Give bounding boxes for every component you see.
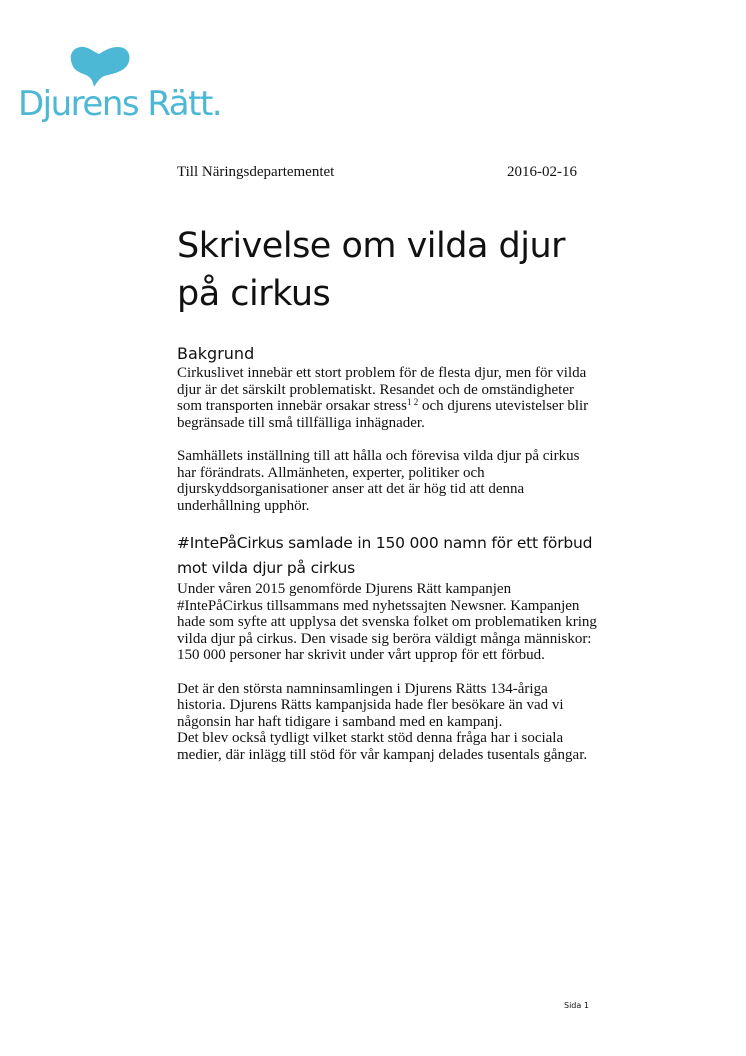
djurens-ratt-logo	[18, 44, 222, 128]
page-number: Sida 1	[564, 1001, 589, 1010]
section-heading-background: Bakgrund	[177, 344, 255, 363]
background-paragraph-1-end: och djurens utevistelser blir begränsade till små tillfälliga inhägnader.	[177, 398, 589, 431]
section-heading-campaign: #IntePåCirkus samlade in 150 000 namn för ett förbud mot vilda djur på cirkus	[177, 534, 593, 577]
document-body	[177, 343, 597, 763]
logo-wordmark: Djurens Rätt.	[18, 84, 222, 124]
recipient: Till Näringsdepartementet	[177, 164, 335, 180]
document-title	[177, 222, 637, 318]
campaign-paragraph-2: Det är den största namninsamlingen i Djurens Rätts 134-åriga historia. Djurens Rätts kampanjsida hade fler besökare än vad vi någonsin har haft tidigare i samband med en kampanj.	[177, 680, 564, 730]
letter-date: 2016-02-16	[507, 164, 577, 180]
title-line-1: Skrivelse om vilda djur	[177, 226, 566, 266]
title-line-2: på cirkus	[177, 274, 331, 314]
campaign-paragraph-1: Under våren 2015 genomförde Djurens Rätt kampanjen #IntePåCirkus tillsammans med nyhetssajten Newsner. Kampanjen hade som syfte att upplysa det svenska folket om problematiken kring vilda djur på cirkus. Den visade sig beröra väldigt många människor: 150 000 personer har skrivit under vårt upprop för ett förbud.	[177, 581, 597, 663]
background-paragraph-1	[177, 365, 597, 431]
campaign-paragraph-3: Det blev också tydligt vilket starkt stöd denna fråga har i sociala medier, där inlägg till stöd för vår kampanj delades tusentals gångar.	[177, 730, 588, 763]
footnote-reference: 1 2	[406, 397, 419, 407]
background-paragraph-1-text: Cirkuslivet innebär ett stort problem för de flesta djur, men för vilda djur är det särskilt problematiskt. Resandet och de omständigheter som transporten innebär orsakar stress	[177, 365, 587, 414]
background-paragraph-2: Samhällets inställning till att hålla och förevisa vilda djur på cirkus har förändrats. Allmänheten, experter, politiker och djurskyddsorganisationer anser att det är hög tid att denna underhållning upphör.	[177, 448, 580, 514]
